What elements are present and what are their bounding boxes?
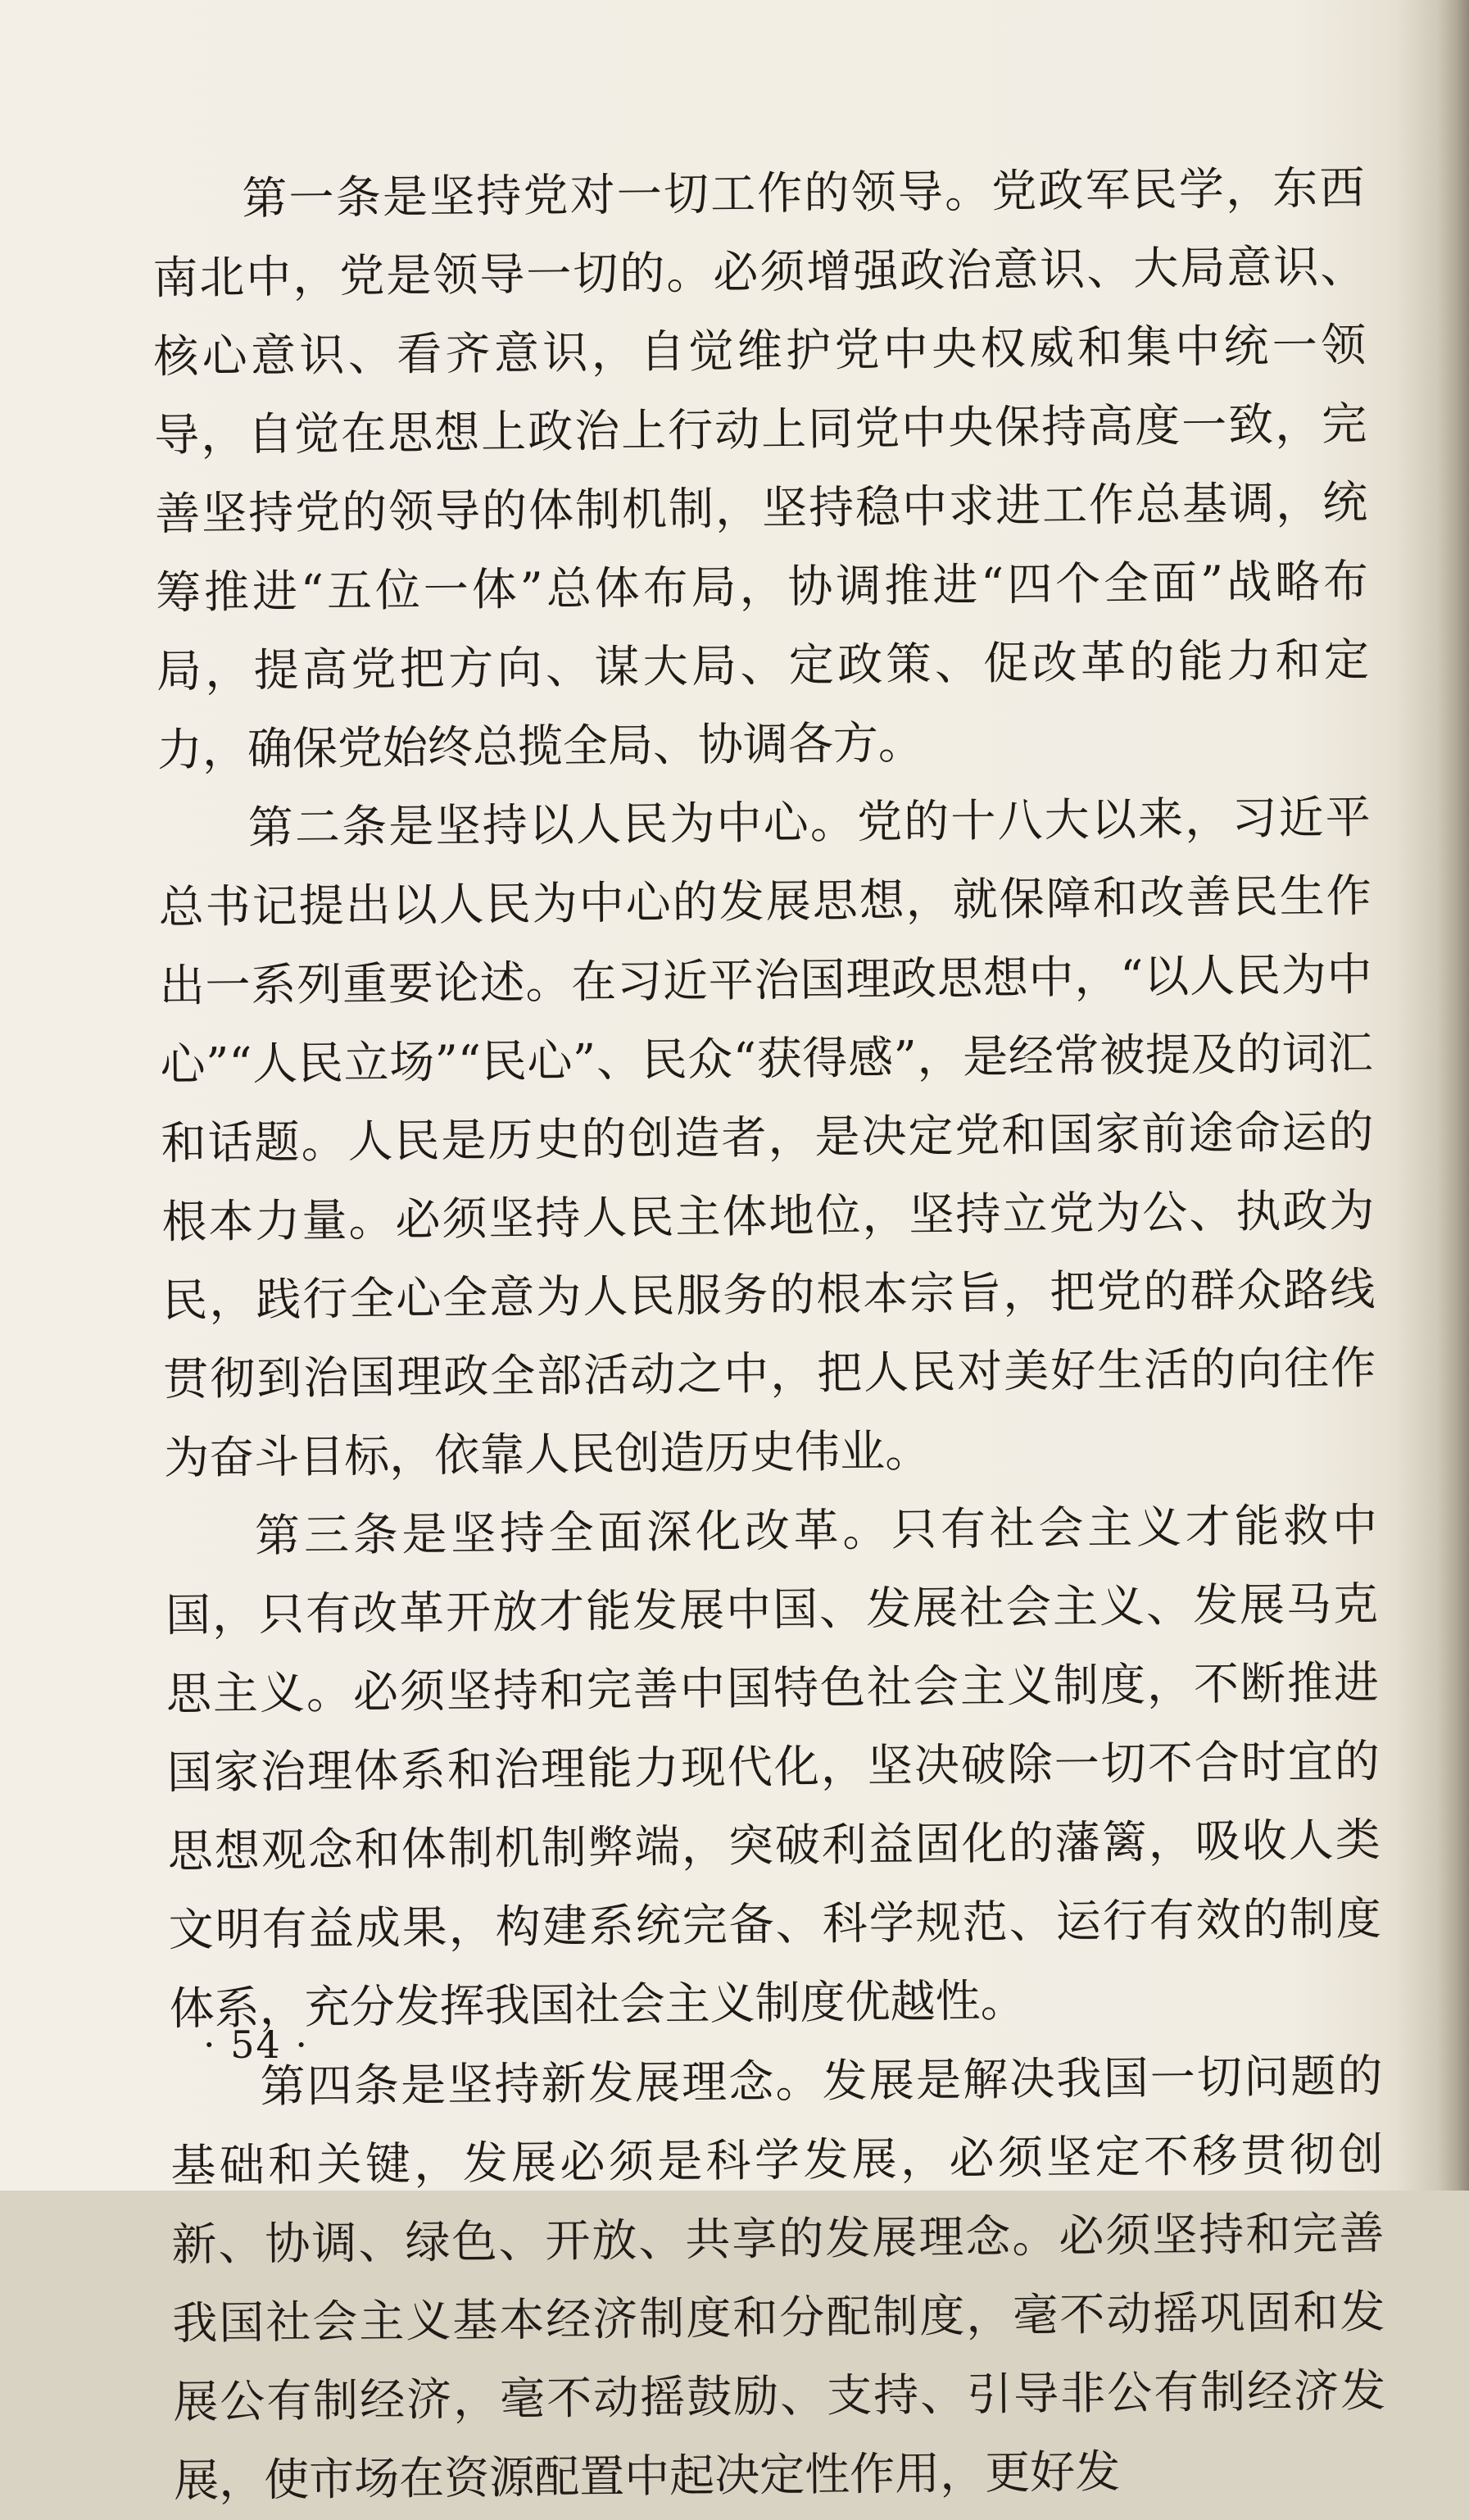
paragraph-2: 第二条是坚持以人民为中心。党的十八大以来，习近平总书记提出以人民为中心的发展思想，就保障和改善民生作出一系列重要论述。在习近平治国理政思想中，“以人民为中心”“人民立场”“民心”、民众“获得感”，是经常被提及的词汇和话题。人民是历史的创造者，是决定党和国家前途命运的根本力量。必须坚持人民主体地位，坚持立党为公、执政为民，践行全心全意为人民服务的根本宗旨，把党的群众路线贯彻到治国理政全部活动之中，把人民对美好生活的向往作为奋斗目标，依靠人民创造历史伟业。 xyxy=(158,790,1376,1484)
paragraph-1: 第一条是坚持党对一切工作的领导。党政军民学，东西南北中，党是领导一切的。必须增强政治意识、大局意识、核心意识、看齐意识，自觉维护党中央权威和集中统一领导，自觉在思想上政治上行动上同党中央保持高度一致，完善坚持党的领导的体制机制，坚持稳中求进工作总基调，统筹推进“五位一体”总体布局，协调推进“四个全面”战略布局，提高党把方向、谋大局、定政策、促改革的能力和定力，确保党始终总揽全局、协调各方。 xyxy=(152,161,1370,776)
paragraph-3: 第三条是坚持全面深化改革。只有社会主义才能救中国，只有改革开放才能发展中国、发展社会主义、发展马克思主义。必须坚持和完善中国特色社会主义制度，不断推进国家治理体系和治理能力现代化，坚决破除一切不合时宜的思想观念和体制机制弊端，突破利益固化的藩篱，吸收人类文明有益成果，构建系统完备、科学规范、运行有效的制度体系，充分发挥我国社会主义制度优越性。 xyxy=(165,1498,1381,2035)
paragraph-4: 第四条是坚持新发展理念。发展是解决我国一切问题的基础和关键，发展必须是科学发展，必须坚定不移贯彻创新、协调、绿色、开放、共享的发展理念。必须坚持和完善我国社会主义基本经济制度和分配制度，毫不动摇巩固和发展公有制经济，毫不动摇鼓励、支持、引导非公有制经济发展，使市场在资源配置中起决定性作用，更好发 xyxy=(170,2049,1386,2507)
body-text xyxy=(152,148,1387,2520)
page-number: · 54 · xyxy=(203,2023,310,2067)
page-edge-shadow xyxy=(1438,0,1469,2191)
